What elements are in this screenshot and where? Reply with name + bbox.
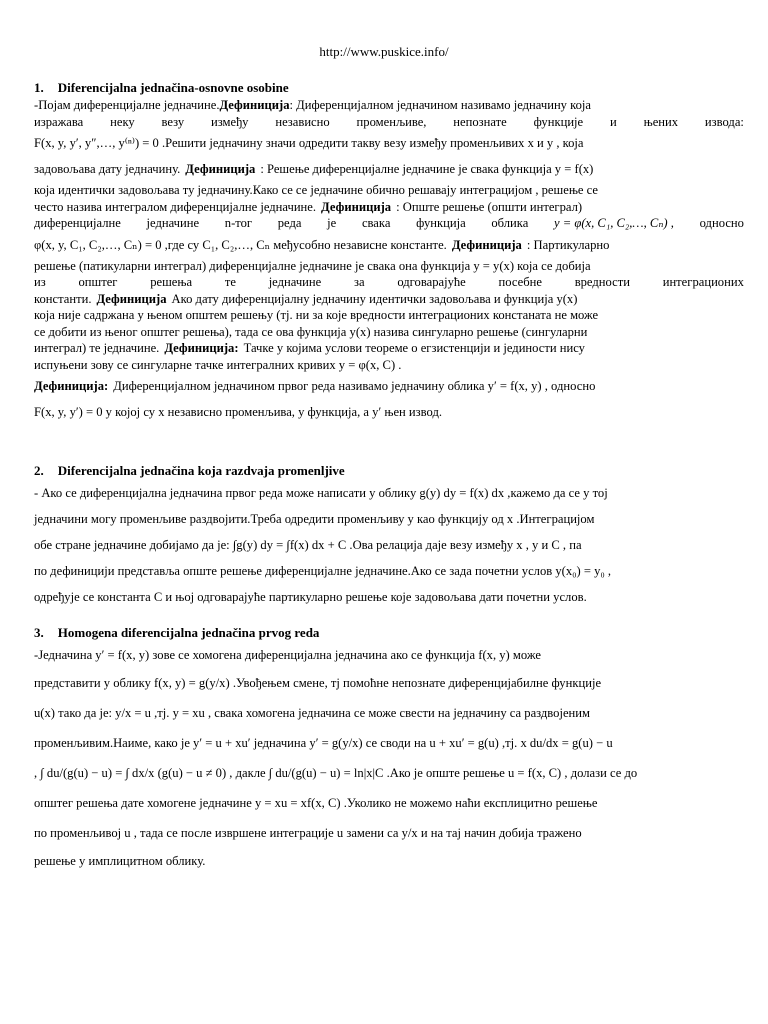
text-line: задовољава дату једначину. Дефиниција : Решење диференцијалне једначине је свака функција y = f(x): [34, 162, 594, 176]
text-line: решење у имплицитном облику.: [34, 854, 206, 868]
source-url: http://www.puskice.info/: [319, 44, 449, 59]
text-line: представити у облику f(x, y) = g(y/x) .Увођењем смене, тј помоћне непознате диференцијабилне функције: [34, 676, 602, 690]
text-line: -Појам диференцијалне једначине. Дефиниција: Диференцијалном једначином називамо једначину која: [34, 98, 591, 112]
section-3: [34, 625, 744, 874]
section-heading: 3. Homogena diferencijalna jednačina prvog reda: [34, 625, 320, 640]
text-line: по дефиницији представља опште решење диференцијалне једначине.Ако се зада почетни услов y(x₀) = y₀ ,: [34, 564, 612, 578]
text-line: - Ако се диференцијална једначина првог реда може написати у облику g(y) dy = f(x) dx ,кажемо да се у тој: [34, 486, 608, 500]
text-line: из општег решења те једначине за одговарајуће посебне вредности интеграционих: [34, 275, 744, 289]
text-line: F(x, y, y′, y″,…, y⁽ⁿ⁾) = 0 .Решити једначину значи одредити такву везу између променљивих x и y , која: [34, 136, 584, 150]
text-line: F(x, y, y′) = 0 у којој су x независно променљива, y функција, а y′ њен извод.: [34, 405, 442, 419]
text-line: u(x) тако да је: y/x = u ,тј. y = xu , свака хомогена једначина се може свести на једначину са раздвојеним: [34, 706, 591, 720]
text-line: Дефиниција: Диференцијалном једначином првог реда називамо једначину облика y′ = f(x, y) , односно: [34, 379, 596, 393]
text-line: φ(x, y, C₁, C₂,…, Cₙ) = 0 ,где су C₁, C₂,…, Cₙ међусобно независне константе. Дефиниција : Партикуларно: [34, 237, 610, 252]
text-line: општег решења дате хомогене једначине y = xu = xf(x, C) .Уколико не можемо наћи експлицитно решење: [34, 796, 598, 810]
text-line: променљивим.Наиме, како је y′ = u + xu′ једначина y′ = g(y/x) се своди на u + xu′ = g(u) ,тј. x du/dx = g(u) − u: [34, 736, 613, 750]
text-line: , ∫ du/(g(u) − u) = ∫ dx/x (g(u) − u ≠ 0) , дакле ∫ du/(g(u) − u) = ln|x|C .Ако је опште решење u = f(x, C) , долази се до: [34, 766, 638, 780]
text-line: једначини могу променљиве раздвојити.Треба одредити променљиву y као функцију од x .Интеграцијом: [34, 512, 595, 526]
text-line: по променљивој u , тада се после извршене интеграције u замени са y/x и на тај начин добија тражено: [34, 826, 582, 840]
text-line: изражава неку везу између независно променљиве, непознате функције и њених извода:: [34, 114, 744, 129]
text-line: обе стране једначине добијамо да је: ∫g(y) dy = ∫f(x) dx + C .Ова релација даје везу између x , y и C , па: [34, 538, 582, 552]
section-heading: 1. Diferencijalna jednačina-osnovne osobine: [34, 80, 289, 95]
text-line: интеграл) те једначине. Дефиниција: Тачке у којима услови теореме о егзистенцији и јединости нису: [34, 341, 585, 355]
section-heading: 2. Diferencijalna jednačina koja razdvaja promenljive: [34, 463, 345, 478]
section-1: [34, 80, 744, 425]
section-2: [34, 463, 744, 610]
text-line: која није садржана у њеном општем решењу (тј. ни за које вредности интеграционих констаната не може: [34, 308, 599, 322]
text-line: се добити из њеног општег решења), тада се ова функција y(x) назива сингуларно решење (сингуларни: [34, 324, 588, 339]
text-line: диференцијалне једначине n-тог реда је свака функција облика y = φ(x, C₁, C₂,…, Cₙ) , односно: [34, 216, 744, 230]
text-line: -Једначина y′ = f(x, y) зове се хомогена диференцијална једначина ако се функција f(x, y) може: [34, 648, 541, 662]
text-line: која идентички задовољава ту једначину.Како се се једначине обично решавају интеграцијом , решење се: [34, 183, 598, 197]
text-line: константи. Дефиниција Ако дату диференцијалну једначину идентички задовољава и функција y(x): [34, 291, 578, 306]
text-line: испуњени зову се сингуларне тачке интегралних кривих y = φ(x, C) .: [34, 357, 402, 372]
text-line: често назива интегралом диференцијалне једначине. Дефиниција : Опште решење (општи интеграл): [34, 199, 583, 214]
text-line: одређује се константа C и њој одговарајуће партикуларно решење које задовољава дати почетни услов.: [34, 590, 587, 604]
text-line: решење (патикуларни интеграл) диференцијалне једначине је свака она функција y = y(x) која се добија: [34, 258, 591, 273]
